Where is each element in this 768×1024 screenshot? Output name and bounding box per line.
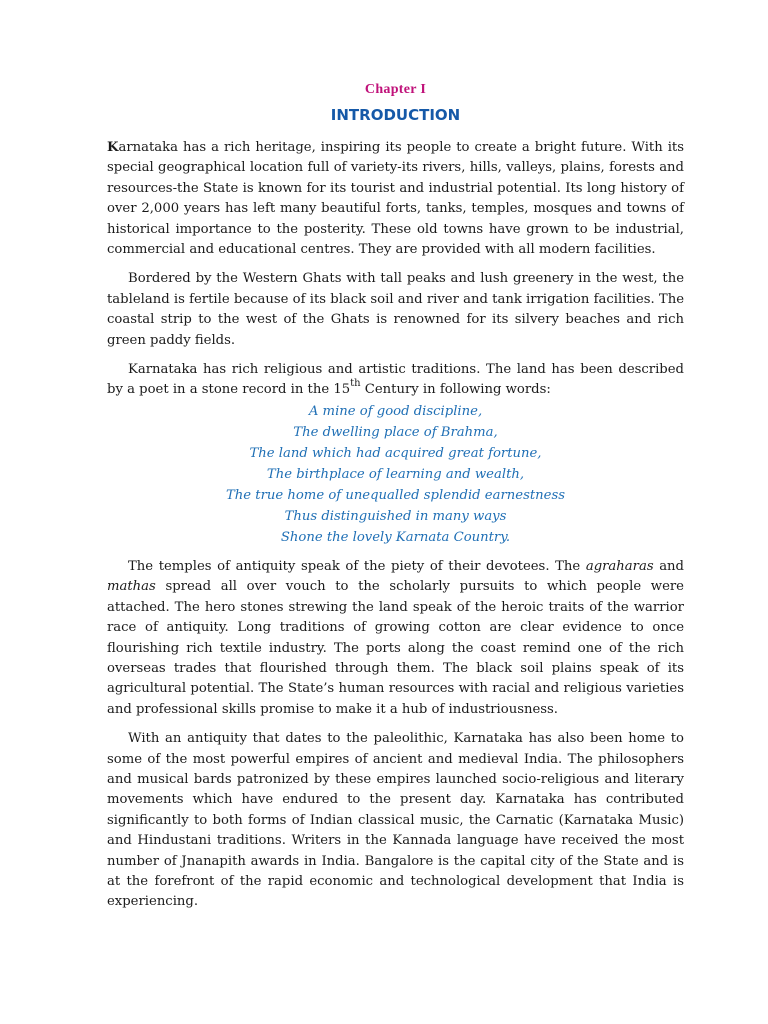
poem-line: The true home of unequalled splendid earnestness xyxy=(226,487,565,503)
poem-line: A mine of good discipline, xyxy=(308,403,483,419)
poem-line: The birthplace of learning and wealth, xyxy=(266,466,525,482)
paragraph-geography: Bordered by the Western Ghats with tall peaks and lush greenery in the west, the tableland is fertile because of its black soil and river and tank irrigation facilities. The coastal strip to the west of the Ghats is renowned for its silvery beaches and rich green paddy fields. xyxy=(107,271,684,348)
document-page xyxy=(107,80,684,922)
paragraph-traditions-text-a: Karnataka has rich religious and artistic traditions. The land has been described by a poet in a stone record in the 15 xyxy=(107,362,684,398)
paragraph-temples xyxy=(107,557,684,720)
paragraph-traditions-text-b: Century in following words: xyxy=(360,382,551,398)
term-agraharas: agraharas xyxy=(585,558,654,574)
drop-cap: K xyxy=(107,140,119,155)
paragraph-temples-text-a: The temples of antiquity speak of the piety of their devotees. The xyxy=(128,558,586,574)
paragraph-antiquity: With an antiquity that dates to the paleolithic, Karnataka has also been home to some of the most powerful empires of ancient and medieval India. The philosophers and musical bards patronized by these empires launched socio-religious and literary movements which have endured to the present day. Karnataka has contributed significantly to both forms of Indian classical music, the Carnatic (Karnataka Music) and Hindustani traditions. Writers in the Kannada language have received the most number of Jnanapith awards in India. Bangalore is the capital city of the State and is at the forefront of the rapid economic and technological development that India is experiencing. xyxy=(107,731,684,910)
paragraph-temples-text-c: spread all over vouch to the scholarly pursuits to which people were attached. The hero stones strewing the land speak of the heroic traits of the warrior race of antiquity. Long traditions of growing cotton are clear evidence to once flourishing rich textile industry. The ports along the coast remind one of the rich overseas trades that flourished through them. The black soil plains speak of its agricultural potential. The State’s human resources with racial and religious varieties and professional skills promise to make it a hub of industriousness. xyxy=(107,579,684,717)
paragraph-temples-text-b: and xyxy=(653,558,684,574)
paragraph-traditions xyxy=(107,360,684,401)
term-mathas: mathas xyxy=(107,579,156,595)
paragraph-heritage xyxy=(107,138,684,260)
poem-line: Shone the lovely Karnata Country. xyxy=(280,529,511,545)
poem-line: The land which had acquired great fortune, xyxy=(249,445,542,461)
poem-block xyxy=(107,401,684,548)
superscript-th: th xyxy=(350,378,361,390)
poem-line: The dwelling place of Brahma, xyxy=(293,424,498,440)
poem-line: Thus distinguished in many ways xyxy=(284,508,507,524)
paragraph-heritage-text: arnataka has a rich heritage, inspiring its people to create a bright future. With its special geographical location full of variety-its rivers, hills, valleys, plains, forests and resources-the State is known for its tourist and industrial potential. Its long history of over 2,000 years has left many beautiful forts, tanks, temples, mosques and towns of historical importance to the posterity. These old towns have grown to be industrial, commercial and educational centres. They are provided with all modern facilities. xyxy=(107,140,684,258)
chapter-title: INTRODUCTION xyxy=(330,106,461,124)
chapter-label: Chapter I xyxy=(364,82,427,97)
